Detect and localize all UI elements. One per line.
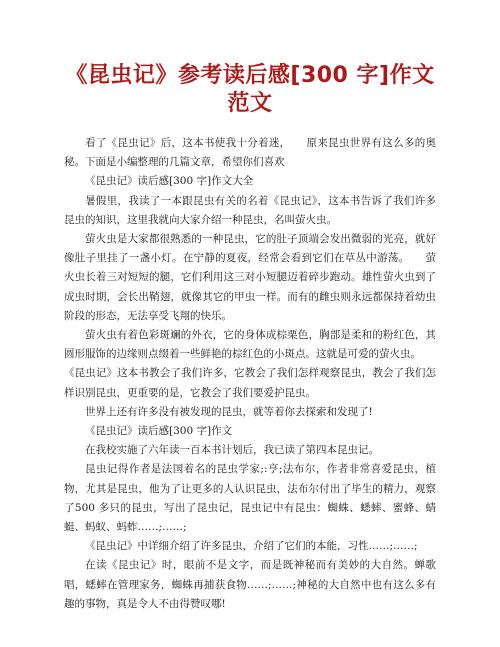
paragraph-text: 《昆虫记》读后感[300 字]作文大全: [85, 175, 254, 188]
paragraph-text: 世界上还有许多没有被发现的昆虫，就等着你去探索和发现了!: [85, 405, 373, 418]
paragraph-12: [64, 556, 436, 614]
paragraph-2: [64, 172, 436, 191]
paragraph-text: 在读《昆虫记》时，眼前不是文字，而是既神秘而有美妙的大自然。蝉歌唱，蟋蟀在管理家务，蜘蛛再捕获食物……;……;神秘的大自然中也有这么多有趣的事物，真是令人不由得赞叹哪!: [64, 559, 436, 610]
paragraph-text: 原来昆虫世界有这么多的奥秘。下面是小编整理的几篇文章，希望你们喜欢: [64, 137, 437, 169]
document-body: [64, 134, 436, 614]
document-title: 《昆虫记》参考读后感[300 字]作文范文: [65, 63, 435, 116]
paragraph-11: [64, 537, 436, 556]
paragraph-text: 萤火虫有着色彩斑斓的外衣，它的身体成棕栗色，胸部是柔和的粉红色，其圆形服饰的边缘则点缀着一些鲜艳的棕红色的小斑点。这就是可爱的萤火虫。: [64, 329, 436, 361]
paragraph-5: [64, 326, 436, 364]
paragraph-4: [64, 230, 436, 326]
paragraph-7: [64, 403, 436, 422]
paragraph-text: 《昆虫记》读后感[300 字]作文: [85, 425, 233, 438]
paragraph-3: [64, 192, 436, 230]
paragraph-8: [64, 422, 436, 441]
paragraph-text: 《昆虫记》中详细介绍了许多昆虫，介绍了它们的本能，习性……;……;: [85, 540, 418, 553]
paragraph-9: [64, 441, 436, 460]
paragraph-1: [64, 134, 436, 172]
paragraph-text: 在我校实施了六年读一百本书计划后，我已读了第四本昆虫记。: [85, 444, 379, 457]
paragraph-6: [64, 364, 436, 402]
paragraph-text: 《昆虫记》这本书教会了我们许多，它教会了我们怎样观察昆虫，教会了我们怎样识别昆虫，更重要的是，它教会了我们要爱护昆虫。: [64, 367, 436, 399]
paragraph-10: [64, 460, 436, 537]
paragraph-text: 萤火虫长着三对短短的腿，它们利用这三对小短腿迈着碎步跑动。雄性萤火虫到了成虫时期，会长出鞘翅，就像其它的甲虫一样。而有的雌虫则永远都保持着幼虫阶段的形态，无法享受飞翔的快乐。: [64, 252, 436, 322]
paragraph-text: 萤火虫是大家都很熟悉的一种昆虫，它的肚子顶端会发出微弱的光亮，就好像肚子里挂了一盏小灯。在宁静的夏夜，经常会看到它们在草丛中游荡。: [64, 233, 436, 265]
paragraph-text: 暑假里，我读了一本跟昆虫有关的名着《昆虫记》，这本书告诉了我们许多昆虫的知识，这里我就向大家介绍一种昆虫，名叫萤火虫。: [64, 194, 436, 226]
paragraph-text: 看了《昆虫记》后，这本书使我十分着迷，: [85, 137, 291, 149]
paragraph-text: 昆虫记得作者是法国着名的昆虫学家;:亨;法布尔，作者非常喜爱昆虫，植物，尤其是昆虫，他为了让更多的人认识昆虫，法布尔付出了毕生的精力，观察了500 多只的昆虫，写出了昆虫记，昆虫记中有昆虫：蜘蛛、蟋蟀、蜜蜂、蜻蜓、蚂蚁、蚂蚱……;……;: [64, 463, 436, 534]
